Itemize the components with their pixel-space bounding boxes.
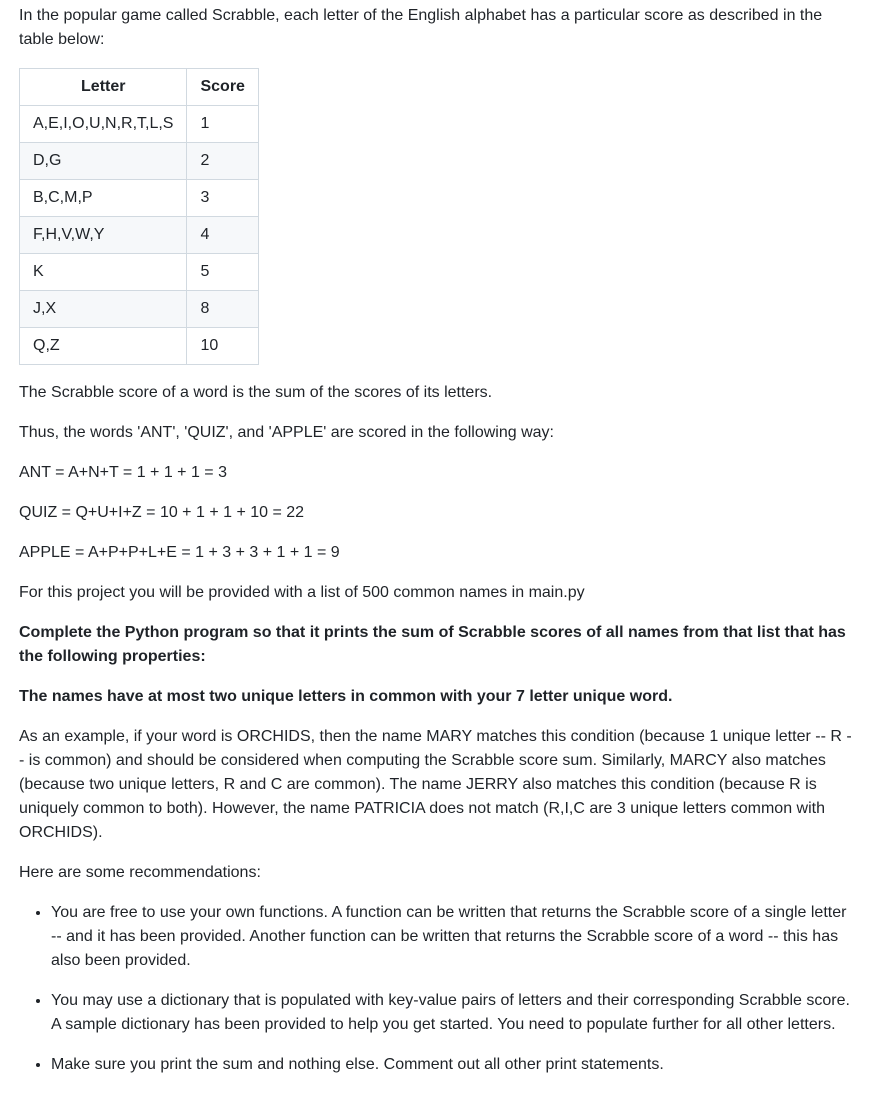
letters-cell: K [20, 254, 187, 291]
letters-cell: B,C,M,P [20, 180, 187, 217]
letters-cell: J,X [20, 291, 187, 328]
recommendations-list [19, 901, 855, 1077]
score-cell: 10 [187, 328, 258, 365]
quiz-formula: QUIZ = Q+U+I+Z = 10 + 1 + 1 + 10 = 22 [19, 504, 305, 521]
condition-paragraph: The names have at most two unique letters in common with your 7 letter unique word. [19, 688, 673, 705]
table-row [20, 328, 259, 365]
score-cell: 2 [187, 143, 258, 180]
score-cell: 5 [187, 254, 258, 291]
score-cell: 8 [187, 291, 258, 328]
intro-paragraph: In the popular game called Scrabble, each letter of the English alphabet has a particular score as described in the table below: [19, 7, 823, 48]
examples-intro-paragraph: Thus, the words 'ANT', 'QUIZ', and 'APPLE' are scored in the following way: [19, 424, 554, 441]
score-cell: 3 [187, 180, 258, 217]
example-paragraph: As an example, if your word is ORCHIDS, then the name MARY matches this condition (because 1 unique letter -- R -- is common) and should be considered when computing the Scrabble score sum. Similarly, MARCY also matches (because two unique letters, R and C are common). The name JERRY also matches this condition (because R is uniquely common to both). However, the name PATRICIA does not match (R,I,C are 3 unique letters common with ORCHIDS). [19, 728, 852, 841]
letters-cell: A,E,I,O,U,N,R,T,L,S [20, 106, 187, 143]
apple-formula: APPLE = A+P+P+L+E = 1 + 3 + 3 + 1 + 1 = 9 [19, 544, 340, 561]
letters-cell: Q,Z [20, 328, 187, 365]
table-row [20, 254, 259, 291]
letter-score-table [19, 68, 259, 365]
table-row [20, 217, 259, 254]
score-cell: 1 [187, 106, 258, 143]
letters-cell: F,H,V,W,Y [20, 217, 187, 254]
table-row [20, 291, 259, 328]
table-row [20, 143, 259, 180]
letters-cell: D,G [20, 143, 187, 180]
project-paragraph: For this project you will be provided with a list of 500 common names in main.py [19, 584, 585, 601]
recommendations-intro: Here are some recommendations: [19, 864, 261, 881]
table-header-row [20, 69, 259, 106]
task-paragraph: Complete the Python program so that it prints the sum of Scrabble scores of all names from that list that has the following properties: [19, 624, 846, 665]
score-cell: 4 [187, 217, 258, 254]
table-row [20, 180, 259, 217]
score-column-header: Score [187, 69, 258, 106]
table-row [20, 106, 259, 143]
sum-rule-paragraph: The Scrabble score of a word is the sum of the scores of its letters. [19, 384, 493, 401]
list-item: • You may use a dictionary that is populated with key-value pairs of letters and their corresponding Scrabble score. A sample dictionary has been provided to help you get started. You need to populate further for all other letters. [51, 989, 855, 1037]
list-item: • Make sure you print the sum and nothing else. Comment out all other print statements. [51, 1053, 855, 1077]
letter-column-header: Letter [20, 69, 187, 106]
ant-formula: ANT = A+N+T = 1 + 1 + 1 = 3 [19, 464, 227, 481]
list-item: • You are free to use your own functions. A function can be written that returns the Scrabble score of a single letter -- and it has been provided. Another function can be written that returns the Scrabble score of a word -- this has also been provided. [51, 901, 855, 973]
